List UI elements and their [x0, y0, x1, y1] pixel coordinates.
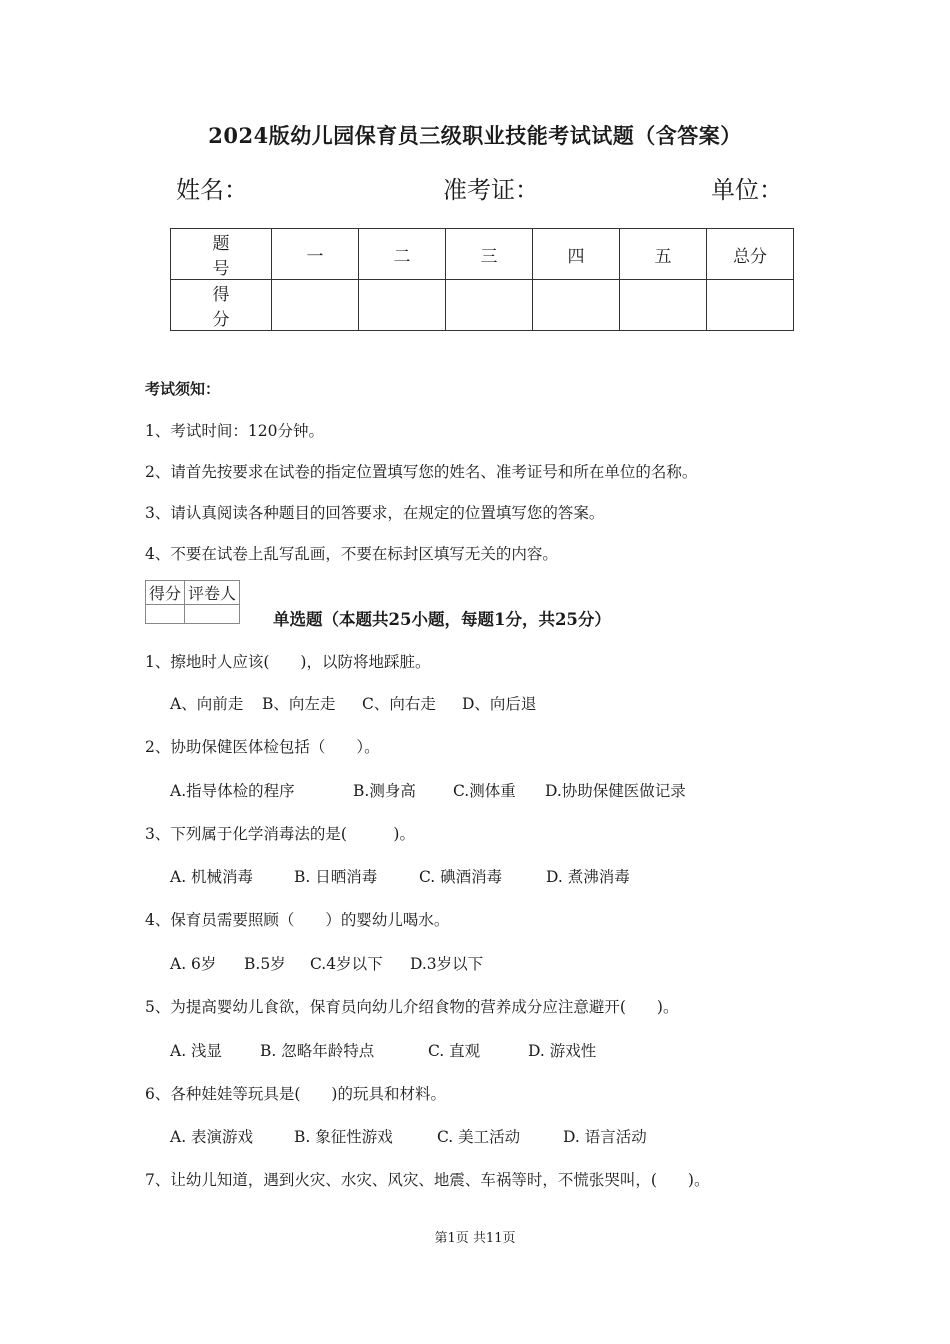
- grader-reviewer-label: 评卷人: [185, 581, 240, 605]
- score-header-cell: 五: [620, 229, 707, 280]
- question-stem: 7、让幼儿知道，遇到火灾、水灾、风灾、地震、车祸等时，不慌张哭叫，( )。: [145, 1171, 710, 1189]
- name-label: 姓名：: [176, 176, 248, 204]
- score-header-cell: 二: [359, 229, 446, 280]
- option: B.5岁: [244, 955, 286, 973]
- score-cell: [620, 280, 707, 331]
- notice-item: 2、请首先按要求在试卷的指定位置填写您的姓名、准考证号和所在单位的名称。: [145, 463, 698, 481]
- option: D.协助保健医做记录: [545, 782, 686, 800]
- option: B. 日晒消毒: [294, 868, 378, 886]
- question-options: [170, 952, 483, 974]
- score-header-cell: 四: [533, 229, 620, 280]
- option: A. 浅显: [170, 1042, 223, 1060]
- notice-item: 4、不要在试卷上乱写乱画，不要在标封区填写无关的内容。: [145, 545, 558, 563]
- option: D.3岁以下: [410, 955, 484, 973]
- option: B.测身高: [353, 782, 416, 800]
- page-title: 2024版幼儿园保育员三级职业技能考试试题（含答案）: [208, 123, 742, 148]
- score-cell: [533, 280, 620, 331]
- grader-reviewer-cell: [185, 605, 240, 624]
- exam-id-label: 准考证：: [443, 176, 539, 204]
- question-stem: 5、为提高婴幼儿食欲，保育员向幼儿介绍食物的营养成分应注意避开( )。: [145, 998, 679, 1016]
- question-stem: 3、下列属于化学消毒法的是( )。: [145, 825, 415, 843]
- score-cell: [707, 280, 794, 331]
- option: B. 忽略年龄特点: [260, 1042, 375, 1060]
- option: C、向右走: [362, 695, 436, 713]
- option: C. 碘酒消毒: [419, 868, 503, 886]
- option: D、向后退: [462, 695, 537, 713]
- question-options: [170, 1125, 647, 1147]
- page-footer: 第1页 共11页: [434, 1231, 516, 1246]
- unit-label: 单位：: [711, 176, 783, 204]
- option: B. 象征性游戏: [294, 1128, 393, 1146]
- option: A. 表演游戏: [170, 1128, 254, 1146]
- question-stem: 6、各种娃娃等玩具是( )的玩具和材料。: [145, 1085, 446, 1103]
- notice-item: 3、请认真阅读各种题目的回答要求，在规定的位置填写您的答案。: [145, 504, 605, 522]
- score-table-score-row: [171, 280, 794, 331]
- question-stem: 1、擦地时人应该( )，以防将地踩脏。: [145, 653, 431, 671]
- grader-table: [145, 580, 240, 624]
- question-options: [170, 865, 630, 887]
- option: C.测体重: [453, 782, 516, 800]
- score-row-label: 得 分: [171, 280, 272, 331]
- option: D. 语言活动: [563, 1128, 647, 1146]
- option: B、向左走: [262, 695, 336, 713]
- score-header-cell: 三: [446, 229, 533, 280]
- notice-heading: 考试须知：: [145, 380, 221, 398]
- option: A.指导体检的程序: [170, 782, 295, 800]
- question-options: [170, 692, 536, 714]
- option: A. 机械消毒: [170, 868, 254, 886]
- question-options: [170, 779, 686, 801]
- option: C.4岁以下: [310, 955, 383, 973]
- question-stem: 4、保育员需要照顾（ ）的婴幼儿喝水。: [145, 911, 450, 929]
- grader-score-cell: [146, 605, 185, 624]
- question-stem: 2、协助保健医体检包括（ ）。: [145, 738, 380, 756]
- score-cell: [272, 280, 359, 331]
- option: C. 直观: [428, 1042, 481, 1060]
- score-cell: [359, 280, 446, 331]
- score-header-cell: 题 号: [171, 229, 272, 280]
- score-table-header-row: [171, 229, 794, 280]
- option: C. 美工活动: [437, 1128, 521, 1146]
- notice-item: 1、考试时间：120分钟。: [145, 422, 324, 440]
- option: D. 游戏性: [528, 1042, 597, 1060]
- section-title: 单选题（本题共25小题，每题1分，共25分）: [273, 610, 611, 629]
- option: A、向前走: [170, 695, 244, 713]
- score-cell: [446, 280, 533, 331]
- score-header-cell: 总分: [707, 229, 794, 280]
- question-options: [170, 1039, 596, 1061]
- score-header-cell: 一: [272, 229, 359, 280]
- option: A. 6岁: [170, 955, 217, 973]
- option: D. 煮沸消毒: [546, 868, 630, 886]
- score-table: [170, 228, 794, 331]
- grader-score-label: 得分: [146, 581, 185, 605]
